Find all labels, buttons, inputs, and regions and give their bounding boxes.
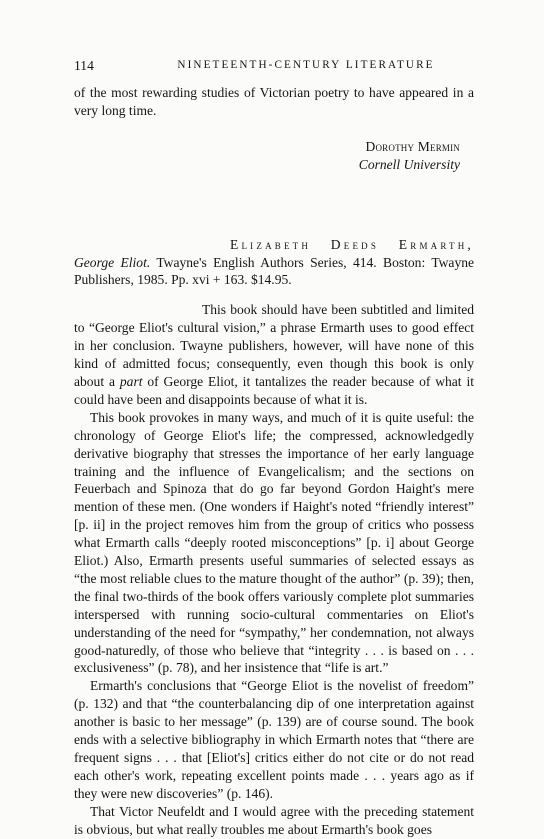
reviewed-author: Elizabeth Deeds Ermarth, <box>230 236 474 252</box>
review-paragraph-3: Ermarth's conclusions that “George Eliot is the novelist of freedom” (p. 132) and that “the counterbalancing dip of one interpretation against another is basic to her message” (p. 139) are of course sound. The book ends with a selective bibliography in which Ermarth notes that “there are frequent signs . . . that [Eliot's] critics either do not cite or do not read each other's work, repeating excellent points made . . . years ago as if they were new discoveries” (p. 146). <box>74 678 474 801</box>
reviewed-title-part1: George <box>74 254 115 270</box>
reviewed-title-part2: Eliot. <box>120 254 151 270</box>
page-number: 114 <box>74 58 94 73</box>
page-header <box>74 58 474 80</box>
p1-text-a: This book should have been subtitled and limited to “George Eliot's cultural vision,” a phrase Ermarth uses to good effect in her conclusion. Twayne publishers, however, will have none of this kind of admitted focus; consequently, even though this book is only about a <box>74 302 474 389</box>
carryover-paragraph: of the most rewarding studies of Victorian poetry to have appeared in a very long time. <box>74 85 474 118</box>
reviewer-name: Dorothy Mermin <box>365 138 460 154</box>
running-title: NINETEENTH-CENTURY LITERATURE <box>177 59 435 71</box>
review-paragraph-2: This book provokes in many ways, and much of it is quite useful: the chronology of George Eliot's life; the compressed, acknowledgedly derivative biography that stresses the importance of her early language training and the influence of Evangelicalism; and the sections on Feuerbach and Spinoza that do go far beyond Gordon Haight's mere mention of these men. (One wonders if Haight's noted “friendly interest” [p. ii] in the project removes him from the group of critics who possess what Ermarth calls “deeply rooted misconceptions” [p. i] about George Eliot.) Also, Ermarth presents useful summaries of selected essays as “the most reliable clues to the mature thought of the author” (p. 39); then, the final two-thirds of the book offers variously complete plot summaries interspersed with running socio-cultural commentaries on Eliot's understanding of the need for “sympathy,” her condemnation, not always good-naturedly, of those who believe that “integrity . . . is based on . . . exclusiveness” (p. 78), and her insistence that “life is art.” <box>74 409 474 676</box>
page-body <box>74 84 474 839</box>
reviewer-signature <box>74 138 474 174</box>
reviewer-affiliation: Cornell University <box>358 156 460 172</box>
review-paragraph-4: That Victor Neufeldt and I would agree with the preceding statement is obvious, but what really troubles me about Ermarth's book goes <box>74 803 474 837</box>
review-heading <box>74 236 474 290</box>
publication-details: Twayne's English Authors Series, 414. Boston: Twayne Publishers, 1985. Pp. xvi + 163. $14.95. <box>74 254 475 288</box>
review-paragraph-1 <box>74 301 474 408</box>
p1-text-b: of George Eliot, it tantalizes the reader because of what it could have been and disappoints because of what it is. <box>74 373 474 407</box>
p1-emphasis: part <box>119 373 143 389</box>
